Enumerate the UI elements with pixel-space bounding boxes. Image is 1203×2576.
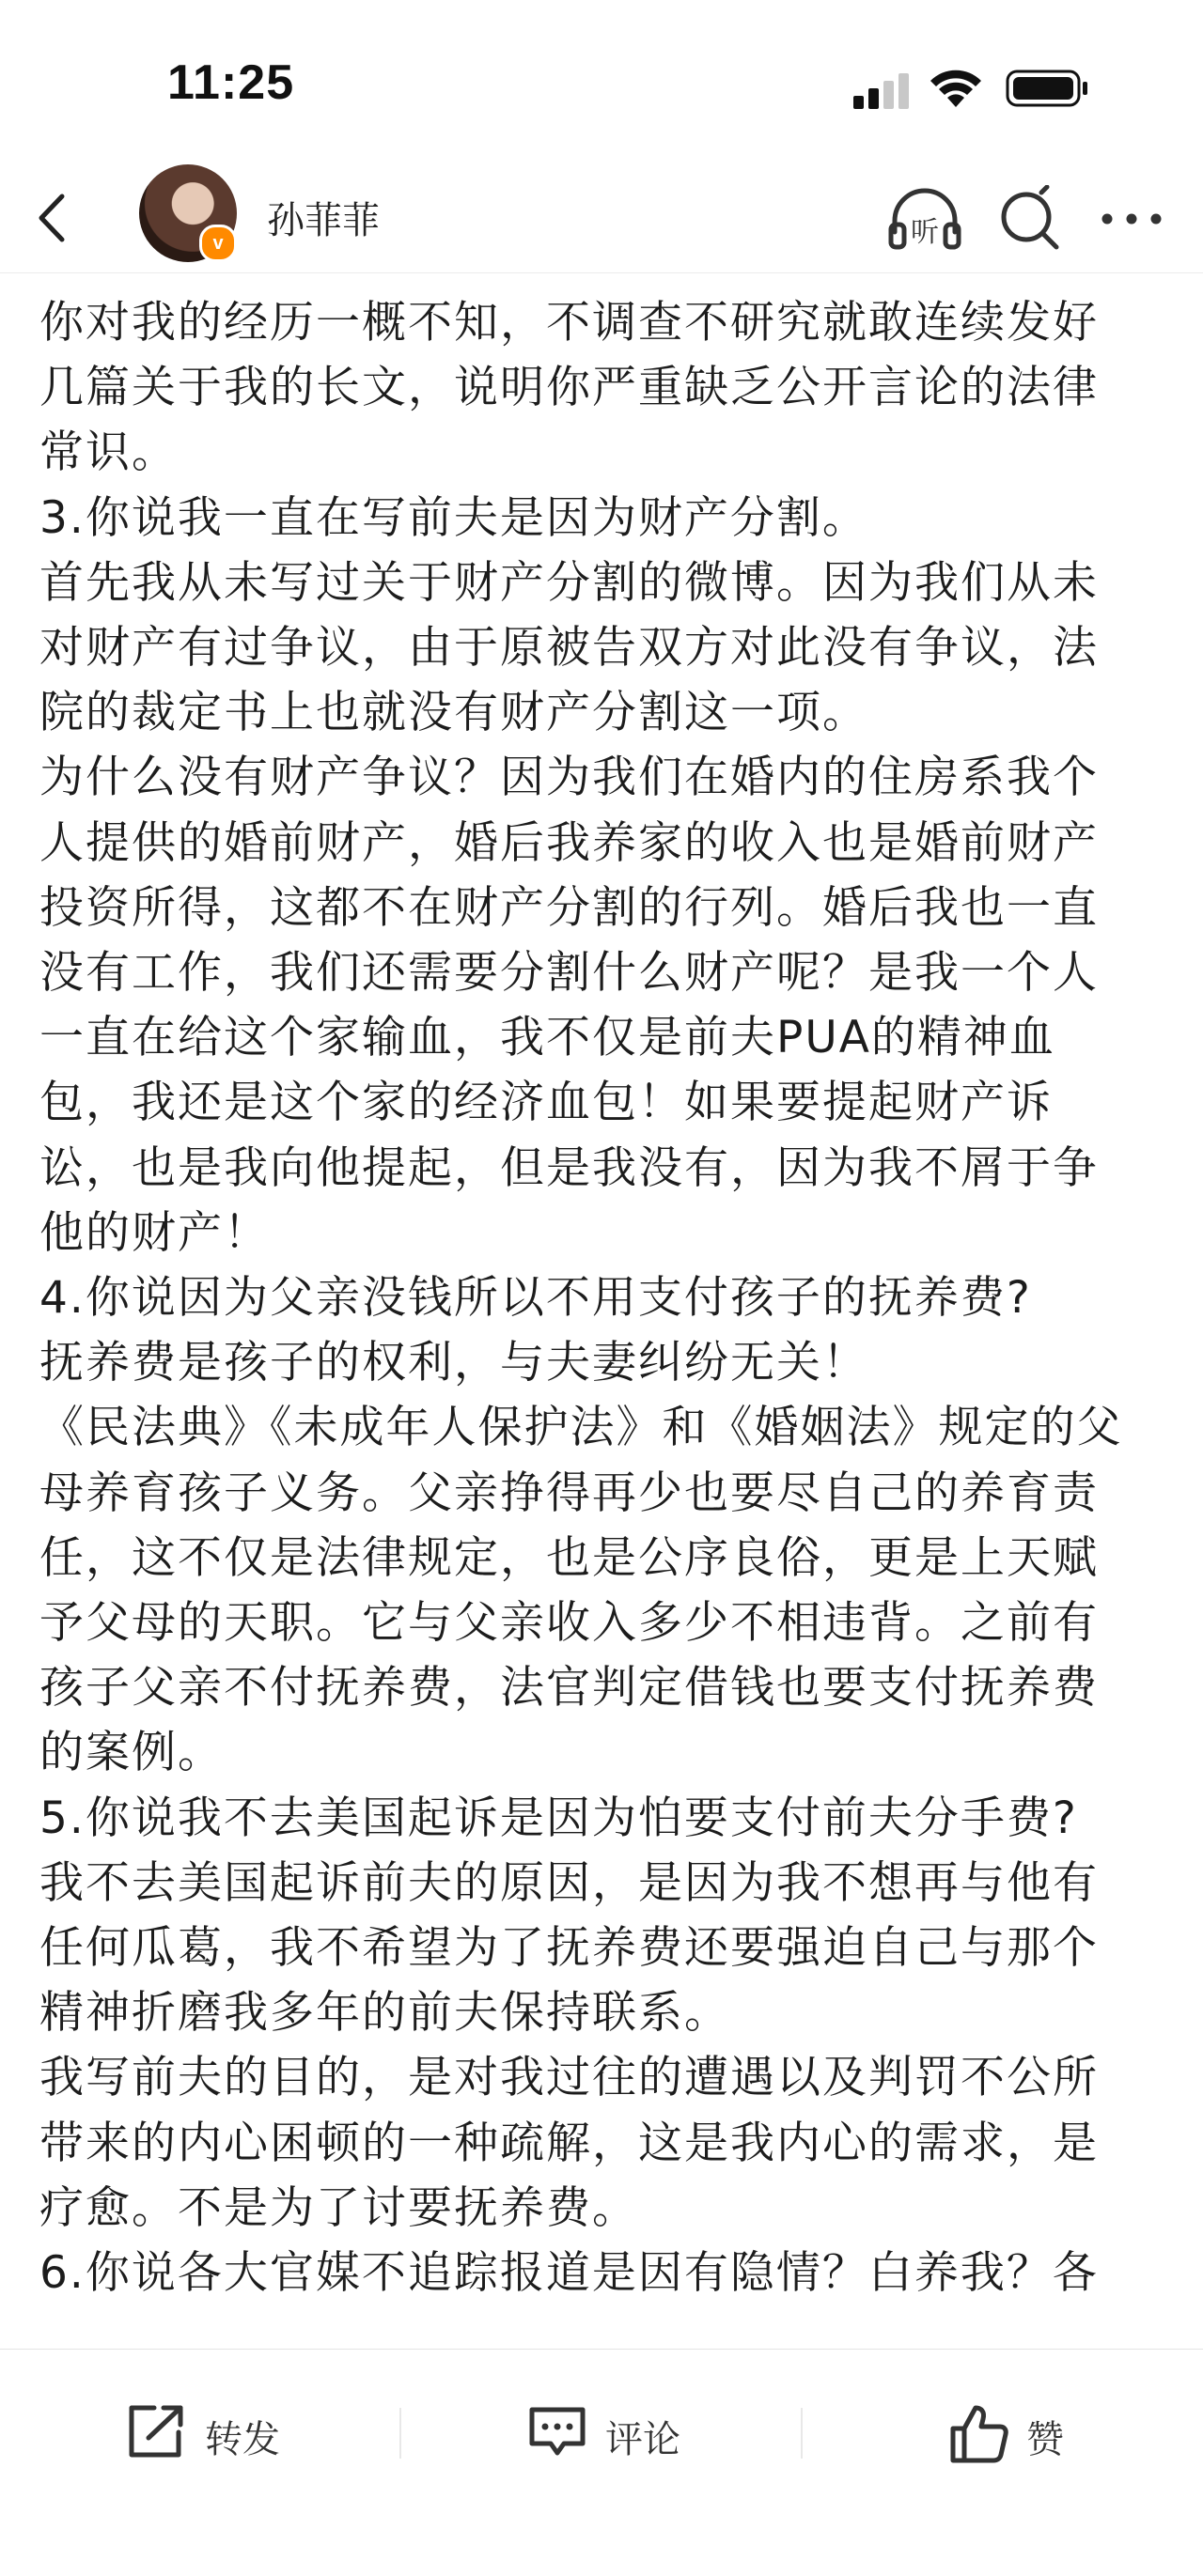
repost-icon xyxy=(126,2402,188,2460)
post-text-line: 疗愈。不是为了讨要抚养费。 xyxy=(39,2182,638,2234)
post-text-line: 精神折磨我多年的前夫保持联系。 xyxy=(39,1987,730,2039)
comment-button[interactable] xyxy=(526,2397,695,2472)
post-text-line: 你对我的经历一概不知，不调查不研究就敢连续发好 xyxy=(39,297,1099,349)
post-content xyxy=(0,241,1203,2354)
post-text-line: 一直在给这个家输血，我不仅是前夫PUA的精神血 xyxy=(39,1012,1055,1063)
top-nav-bar xyxy=(0,164,1203,273)
repost-label: 转发 xyxy=(205,2418,280,2461)
status-time: 11:25 xyxy=(167,55,295,110)
post-text-line: 对财产有过争议，由于原被告双方对此没有争议，法 xyxy=(39,622,1099,674)
post-text-line: 我写前夫的目的，是对我过往的遭遇以及判罚不公所 xyxy=(39,2052,1099,2103)
post-text-line: 他的财产！ xyxy=(39,1207,270,1259)
post-text-line: 包，我还是这个家的经济血包！如果要提起财产诉 xyxy=(39,1077,1053,1128)
post-text-line: 任，这不仅是法律规定，也是公序良俗，更是上天赋 xyxy=(39,1532,1099,1584)
post-text-line: 《民法典》《未成年人保护法》和《婚姻法》规定的父 xyxy=(39,1402,1123,1453)
post-text-line: 予父母的天职。它与父亲收入多少不相违背。之前有 xyxy=(39,1597,1099,1649)
verified-badge-icon: v xyxy=(199,225,237,262)
like-button[interactable] xyxy=(947,2397,1098,2472)
post-text-line: 4.你说因为父亲没钱所以不用支付孩子的抚养费? xyxy=(39,1272,1032,1324)
post-text-line: 3.你说我一直在写前夫是因为财产分割。 xyxy=(39,492,868,544)
headphones-listen-icon[interactable] xyxy=(885,183,964,255)
post-text-line: 我不去美国起诉前夫的原因，是因为我不想再与他有 xyxy=(39,1857,1099,1909)
post-text-line: 孩子父亲不付抚养费，法官判定借钱也要支付抚养费 xyxy=(39,1662,1099,1714)
comment-icon xyxy=(526,2402,588,2460)
like-label: 赞 xyxy=(1026,2418,1064,2461)
post-text-line: 带来的内心困顿的一种疏解，这是我内心的需求，是 xyxy=(39,2118,1099,2169)
post-text-line: 为什么没有财产争议？因为我们在婚内的住房系我个 xyxy=(39,752,1099,803)
post-text-line: 人提供的婚前财产，婚后我养家的收入也是婚前财产 xyxy=(39,817,1099,869)
divider xyxy=(399,2408,401,2459)
comment-label: 评论 xyxy=(605,2418,680,2461)
thumbs-up-icon xyxy=(947,2402,1009,2464)
wifi-icon xyxy=(929,66,983,109)
repost-button[interactable] xyxy=(126,2397,295,2472)
post-text-line: 常识。 xyxy=(39,427,178,478)
listen-label: 听 xyxy=(911,216,939,249)
divider xyxy=(801,2408,803,2459)
post-text-line: 没有工作，我们还需要分割什么财产呢？是我一个人 xyxy=(39,947,1099,999)
post-text-line: 院的裁定书上也就没有财产分割这一项。 xyxy=(39,687,868,738)
bottom-action-bar xyxy=(0,2349,1203,2576)
post-text-line: 首先我从未写过关于财产分割的微博。因为我们从未 xyxy=(39,557,1099,609)
post-text-line: 的案例。 xyxy=(39,1727,224,1778)
status-bar xyxy=(0,0,1203,164)
more-options-icon[interactable] xyxy=(1098,193,1165,245)
username[interactable]: 孙菲菲 xyxy=(267,199,380,242)
search-icon[interactable] xyxy=(996,185,1064,253)
post-text-line: 任何瓜葛，我不希望为了抚养费还要强迫自己与那个 xyxy=(39,1922,1099,1974)
back-arrow-icon[interactable] xyxy=(21,185,86,251)
post-text-line: 6.你说各大官媒不追踪报道是因有隐情？白养我？各 xyxy=(39,2247,1099,2299)
cellular-signal-icon xyxy=(853,71,914,109)
post-text-line: 5.你说我不去美国起诉是因为怕要支付前夫分手费? xyxy=(39,1792,1078,1844)
post-text-line: 讼，也是我向他提起，但是我没有，因为我不屑于争 xyxy=(39,1142,1099,1194)
post-text-line: 几篇关于我的长文，说明你严重缺乏公开言论的法律 xyxy=(39,362,1099,413)
post-text-line: 抚养费是孩子的权利，与夫妻纠纷无关！ xyxy=(39,1337,868,1389)
battery-icon xyxy=(1006,68,1090,109)
post-text-line: 母养育孩子义务。父亲挣得再少也要尽自己的养育责 xyxy=(39,1467,1099,1519)
post-text-line: 投资所得，这都不在财产分割的行列。婚后我也一直 xyxy=(39,882,1099,934)
